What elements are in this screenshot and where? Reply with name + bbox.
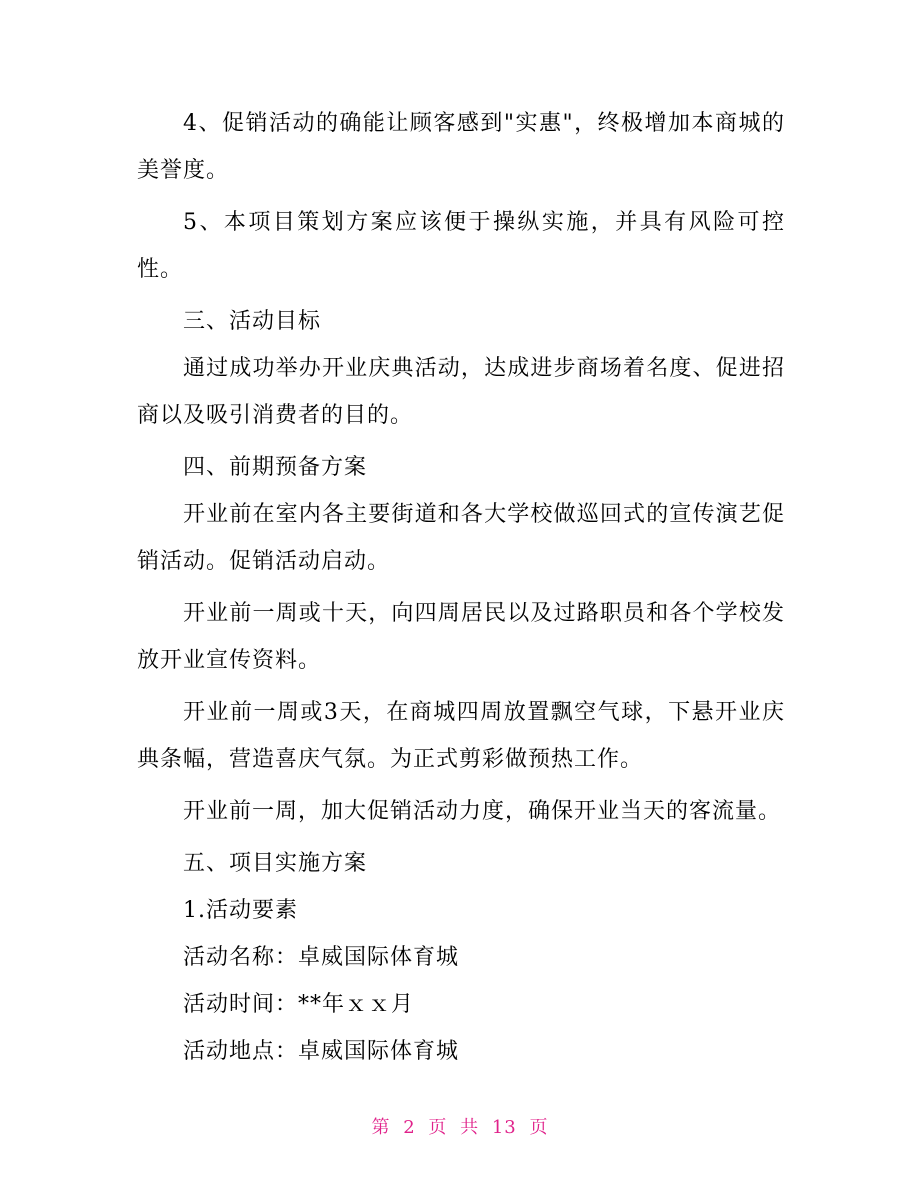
paragraph-preparation-2: 开业前一周或十天，向四周居民以及过路职员和各个学校发放开业宣传资料。 <box>137 601 785 673</box>
paragraph-preparation-4: 开业前一周，加大促销活动力度，确保开业当天的客流量。 <box>183 799 782 824</box>
document-body <box>137 100 785 1075</box>
paragraph-goals: 通过成功举办开业庆典活动，达成进步商场着名度、促进招商以及吸引消费者的目的。 <box>137 356 785 428</box>
section-heading-implementation: 五、项目实施方案 <box>183 851 368 876</box>
subheading-activity-elements: 1.活动要素 <box>183 898 298 923</box>
section-heading-preparation: 四、前期预备方案 <box>183 455 368 480</box>
activity-location: 活动地点：卓威国际体育城 <box>183 1039 460 1064</box>
activity-name: 活动名称：卓威国际体育城 <box>183 945 460 970</box>
paragraph-preparation-1: 开业前在室内各主要街道和各大学校做巡回式的宣传演艺促销活动。促销活动启动。 <box>137 502 785 574</box>
paragraph-item-5: 5、本项目策划方案应该便于操纵实施，并具有风险可控性。 <box>137 210 785 282</box>
page-number-footer: 第 2 页 共 13 页 <box>371 1117 549 1138</box>
paragraph-preparation-3: 开业前一周或3天，在商城四周放置飘空气球，下悬开业庆典条幅，营造喜庆气氛。为正式剪彩做预热工作。 <box>137 700 785 772</box>
section-heading-goals: 三、活动目标 <box>183 309 322 334</box>
paragraph-item-4: 4、促销活动的确能让顾客感到"实惠"，终极增加本商城的美誉度。 <box>137 111 785 183</box>
activity-time: 活动时间：**年ｘｘ月 <box>183 992 415 1017</box>
